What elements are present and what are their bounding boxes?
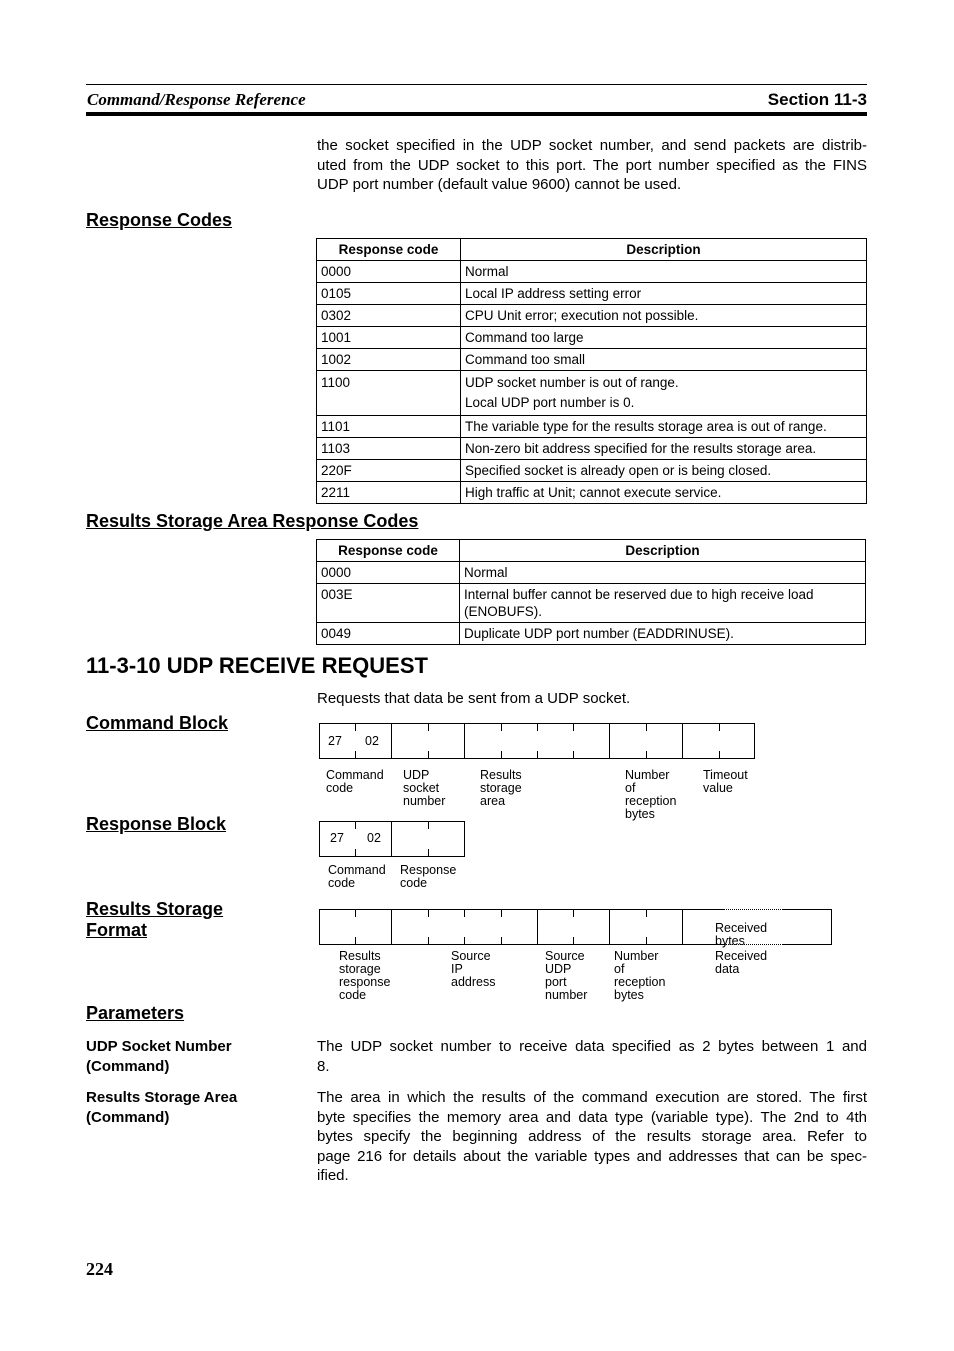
label-results-response-code: Results storage response code [339,949,391,1002]
response-block-heading: Response Block [86,814,227,834]
results-format-heading: Results Storage Format [86,899,224,940]
command-byte-1: 27 [328,734,342,748]
response-byte-2: 02 [367,831,381,845]
label-timeout: Timeout value [703,768,748,795]
section-title: 11-3-10 UDP RECEIVE REQUEST [86,653,428,678]
label-source-port: Source UDP port number [545,949,588,1002]
intro-paragraph: the socket specified in the UDP socket number, and send packets are distrib- uted from the UDP socket to this port. The port number specified as the FINS UDP port number (default value 9600) cannot be used. [317,137,867,193]
header-rule-top [86,84,867,85]
table-row: 003E Internal buffer cannot be reserved due to high receive load (ENOBUFS). [317,584,866,623]
table-row: 0105 Local IP address setting error [317,283,867,305]
header-section: Section 11-3 [767,90,867,109]
table-row: 1001 Command too large [317,327,867,349]
command-block-heading: Command Block [86,713,229,733]
results-codes-table [316,539,866,645]
table-row: 1002 Command too small [317,349,867,371]
label-udp-socket: UDP socket number [403,768,446,808]
table-row: 1103 Non-zero bit address specified for the results storage area. [317,438,867,460]
table-header-row: Response code Description [317,540,866,562]
label-source-ip: Source IP address [451,949,496,989]
param-udp-socket-text: The UDP socket number to receive data specified as 2 bytes between 1 and 8. [317,1038,867,1075]
label-response-code: Response code [400,863,457,890]
response-codes-table [316,238,867,504]
label-results-reception-bytes: Number of reception bytes [614,949,666,1002]
page-number: 224 [86,1259,113,1279]
param-udp-socket-title: UDP Socket Number (Command) [86,1038,232,1075]
label-reception-bytes: Number of reception bytes [625,768,677,821]
table-row: 1101 The variable type for the results storage area is out of range. [317,416,867,438]
param-results-area-text: The area in which the results of the command execution are stored. The first byte specifies the memory area and data type (variable type). The 2nd to 4th bytes specify the beginning address of the results storage area. Refer to page 216 for details about the variable types and addresses that can be spec- ified. [317,1089,867,1184]
label-response-command-code: Command code [328,863,386,890]
response-byte-1: 27 [330,831,344,845]
response-codes-heading: Response Codes [86,210,233,230]
table-row: 1100 UDP socket number is out of range. Local UDP port number is 0. [317,371,867,416]
param-results-area-title: Results Storage Area (Command) [86,1089,238,1126]
header-title: Command/Response Reference [87,90,306,109]
header-rule-bottom [86,112,867,116]
table-header-row: Response code Description [317,239,867,261]
table-row: 2211 High traffic at Unit; cannot execute service. [317,482,867,504]
received-bytes-label: Received bytes [715,921,768,948]
table-row: 220F Specified socket is already open or is being closed. [317,460,867,482]
results-codes-heading: Results Storage Area Response Codes [86,511,419,531]
label-results-area: Results storage area [480,768,522,808]
table-row: 0000 Normal [317,261,867,283]
table-row: 0000 Normal [317,562,866,584]
label-received-data: Received data [715,949,768,976]
label-command-code: Command code [326,768,384,795]
command-byte-2: 02 [365,734,379,748]
parameters-heading: Parameters [86,1003,185,1023]
section-description: Requests that data be sent from a UDP socket. [317,690,631,707]
table-row: 0049 Duplicate UDP port number (EADDRINUSE). [317,623,866,645]
table-row: 0302 CPU Unit error; execution not possible. [317,305,867,327]
